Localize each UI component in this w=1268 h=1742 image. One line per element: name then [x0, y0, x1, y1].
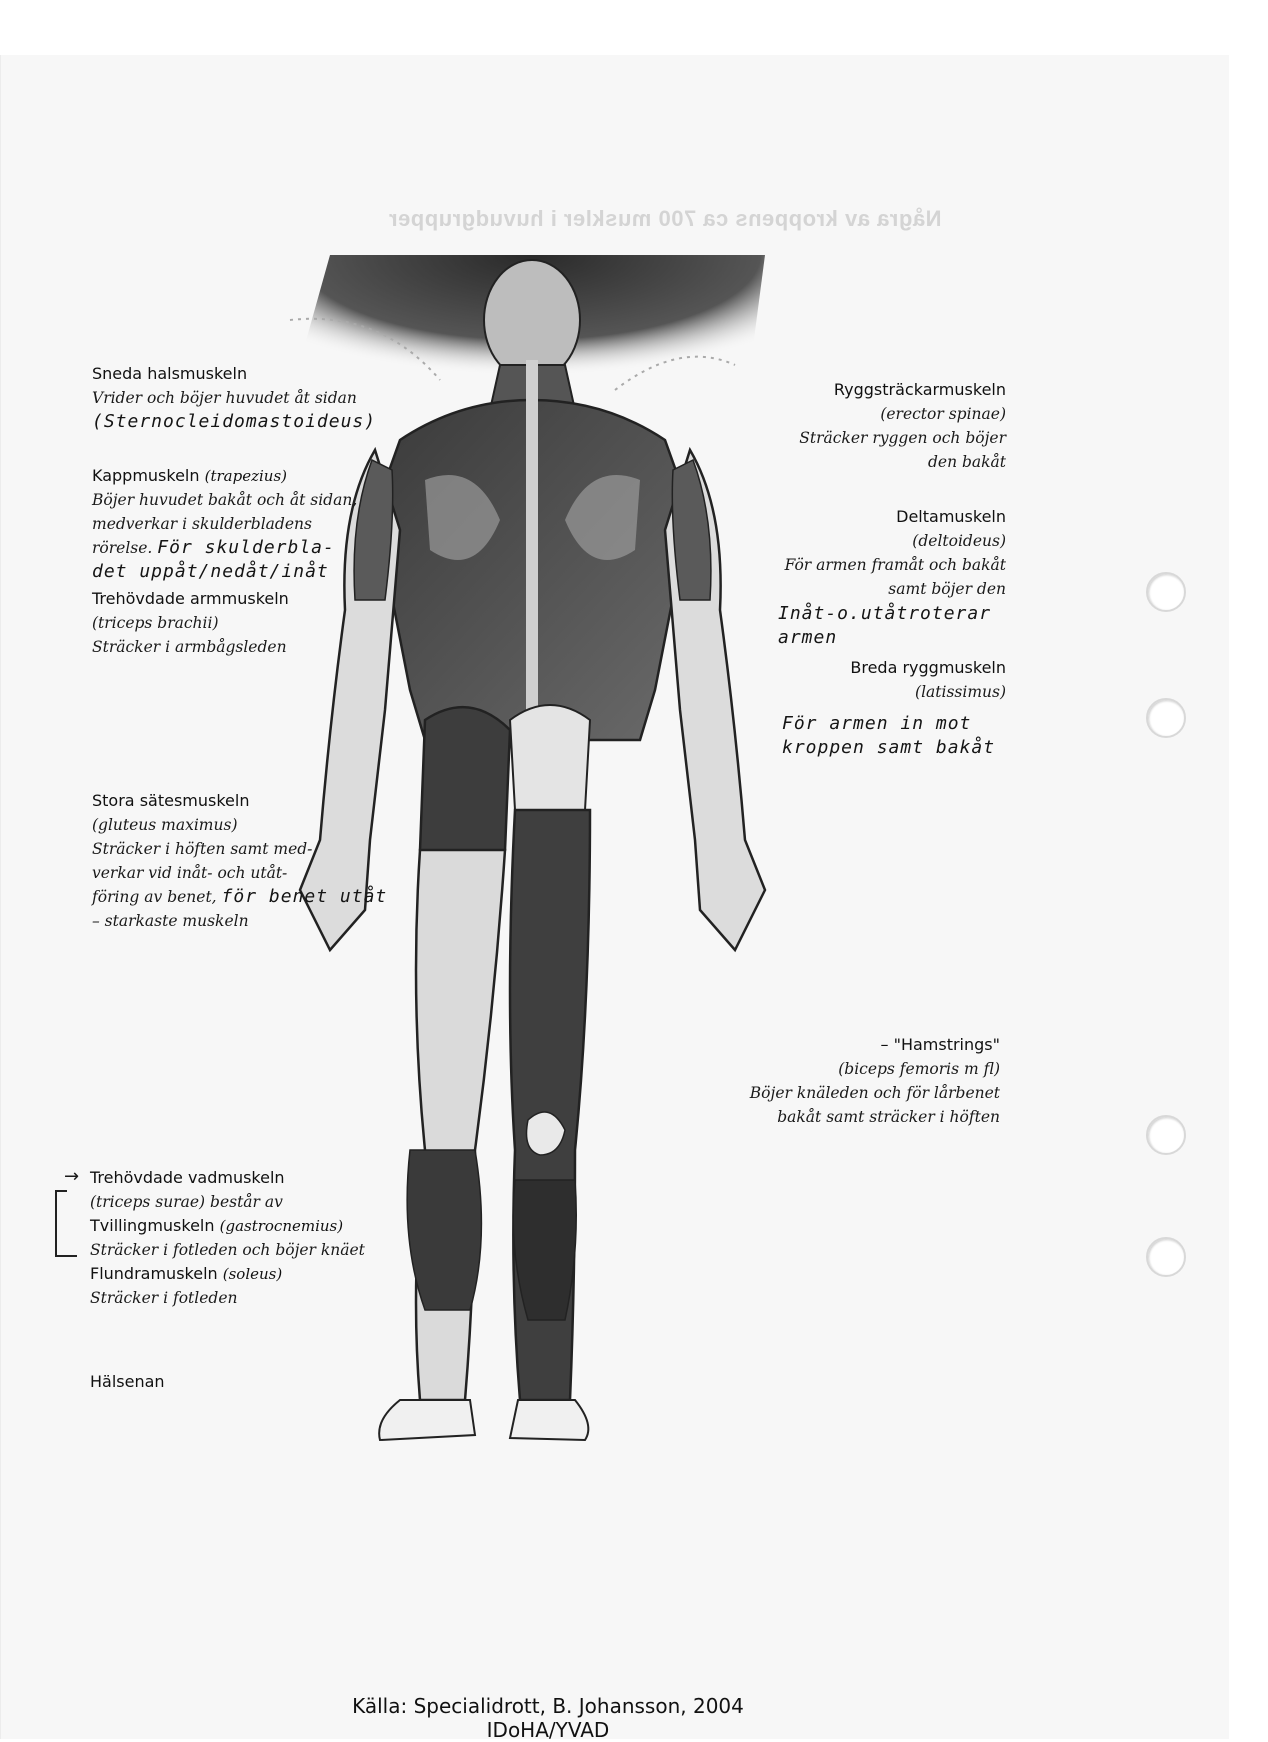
- label-trehovdade-vadmuskeln: [90, 1166, 365, 1310]
- label-title: Kappmuskeln: [92, 466, 200, 485]
- punch-hole: [1146, 1237, 1186, 1277]
- label-halsenan: [90, 1370, 165, 1394]
- label-latin: (trapezius): [204, 467, 287, 485]
- bracket-top: [55, 1190, 67, 1192]
- source-citation: Källa: Specialidrott, B. Johansson, 2004: [352, 1694, 744, 1718]
- label-stora-satesmuskeln: [92, 789, 387, 933]
- label-ryggstrackarmuskeln: [799, 378, 1006, 474]
- label-line: (deltoideus): [912, 532, 1006, 550]
- label-line: Böjer huvudet bakåt och åt sidan,: [92, 491, 358, 509]
- organization: IDoHA/YVAD: [486, 1718, 610, 1742]
- label-line: medverkar i skulderbladens: [92, 515, 312, 533]
- right-foot: [510, 1400, 588, 1440]
- label-trehovdade-armmuskeln: [92, 587, 289, 659]
- label-line: Sträcker ryggen och böjer: [799, 429, 1006, 447]
- label-title: Breda ryggmuskeln: [850, 658, 1006, 677]
- bleed-through-title: Några av kroppens ca 700 muskler i huvudgrupper: [388, 206, 942, 231]
- label-line: Böjer knäleden och för lårbenet: [749, 1084, 1000, 1102]
- label-title: – "Hamstrings": [880, 1035, 1000, 1054]
- label-line: Sträcker i höften samt med-: [92, 840, 313, 858]
- handwritten-breda-ryggmuskeln: [782, 712, 995, 760]
- label-line: För armen framåt och bakåt: [784, 556, 1006, 574]
- pelvis-bones: [510, 705, 590, 810]
- label-breda-ryggmuskeln: [850, 656, 1006, 704]
- arrow-icon: →: [64, 1166, 80, 1187]
- label-line: föring av benet,: [92, 888, 217, 906]
- left-leg: [416, 850, 505, 1400]
- punch-hole: [1146, 572, 1186, 612]
- right-calf: [513, 1180, 576, 1320]
- spine: [526, 360, 538, 740]
- label-hamstrings: [750, 1033, 1000, 1129]
- handwritten-note: För armen in mot: [782, 713, 972, 734]
- label-kappmuskeln: [92, 464, 357, 584]
- label-line: (erector spinae): [880, 405, 1006, 423]
- label-line: bakåt samt sträcker i höften: [777, 1108, 1000, 1126]
- label-sneda-halsmuskeln: [92, 362, 376, 434]
- handwritten-note: det uppåt/nedåt/inåt: [92, 561, 329, 582]
- handwritten-note: för benet utåt: [221, 886, 388, 907]
- label-latin: (gastrocnemius): [219, 1217, 344, 1235]
- label-line: (gluteus maximus): [92, 816, 238, 834]
- handwritten-note: Inåt-o.utåtroterar: [778, 603, 992, 624]
- label-line: (latissimus): [915, 683, 1006, 701]
- label-deltamuskeln: [785, 505, 1006, 601]
- label-line: samt böjer den: [888, 580, 1006, 598]
- left-foot: [379, 1400, 475, 1440]
- label-line: – starkaste muskeln: [92, 912, 249, 930]
- gluteus-left: [420, 707, 510, 870]
- label-title: Trehövdade armmuskeln: [92, 589, 289, 608]
- label-title: Tvillingmuskeln: [90, 1216, 215, 1235]
- label-title: Deltamuskeln: [896, 507, 1006, 526]
- label-line: (triceps surae) består av: [90, 1193, 283, 1211]
- label-line: rörelse.: [92, 539, 153, 557]
- bracket-bottom: [55, 1255, 77, 1257]
- bracket-vertical: [55, 1190, 57, 1256]
- label-line: (biceps femoris m fl): [838, 1060, 1000, 1078]
- label-title: Ryggsträckarmuskeln: [833, 380, 1006, 399]
- handwritten-note: För skulderbla-: [157, 537, 335, 558]
- label-line: Sträcker i armbågsleden: [92, 638, 287, 656]
- label-line: Sträcker i fotleden och böjer knäet: [90, 1241, 365, 1259]
- left-calf: [407, 1150, 481, 1310]
- label-title: Trehövdade vadmuskeln: [90, 1168, 285, 1187]
- label-latin: (soleus): [222, 1265, 283, 1283]
- label-title: Hälsenan: [90, 1372, 165, 1391]
- label-title: Flundramuskeln: [90, 1264, 218, 1283]
- handwritten-note: armen: [778, 627, 838, 648]
- label-title: Stora sätesmuskeln: [92, 791, 250, 810]
- label-line: den bakåt: [927, 453, 1006, 471]
- punch-hole: [1146, 698, 1186, 738]
- handwritten-note: kroppen samt bakåt: [782, 737, 996, 758]
- label-line: verkar vid inåt- och utåt-: [92, 864, 288, 882]
- handwritten-deltamuskeln: [778, 602, 991, 650]
- label-line: Sträcker i fotleden: [90, 1289, 238, 1307]
- handwritten-note: (Sternocleidomastoideus): [92, 411, 377, 432]
- label-line: (triceps brachii): [92, 614, 219, 632]
- punch-hole: [1146, 1115, 1186, 1155]
- label-line: Vrider och böjer huvudet åt sidan: [92, 389, 357, 407]
- label-title: Sneda halsmuskeln: [92, 364, 248, 383]
